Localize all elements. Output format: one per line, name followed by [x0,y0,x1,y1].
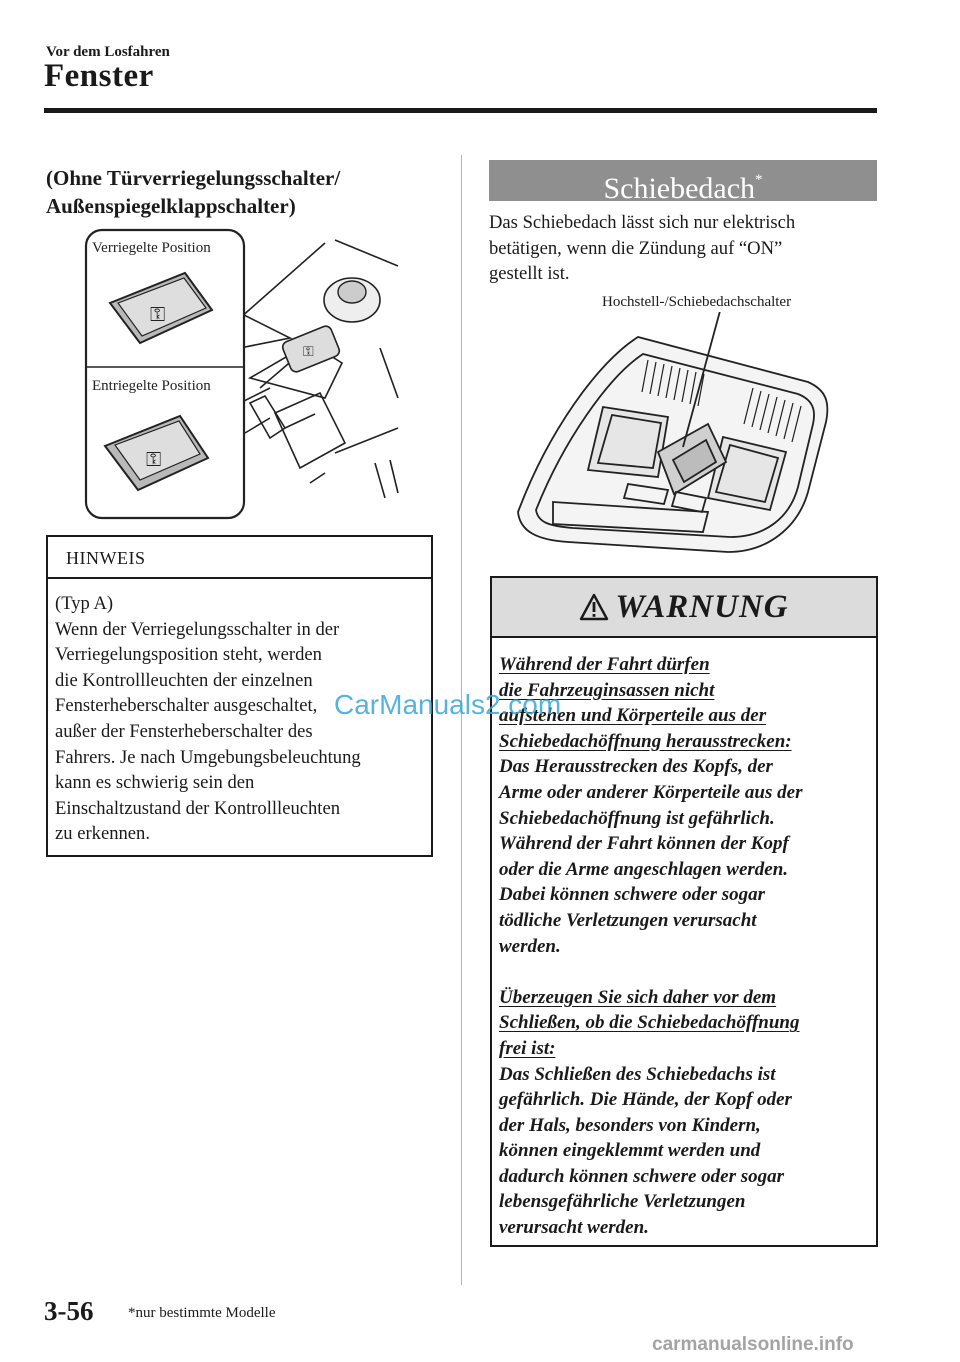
svg-text:⚿: ⚿ [303,344,314,360]
warning-line: dadurch können schwere oder sogar [499,1165,785,1187]
warning-box [490,576,878,1247]
paragraph-gap [499,959,876,985]
sunroof-switch-label: Hochstell-/Schiebedachschalter [602,294,792,310]
section-heading-line: Außenspiegelklappschalter) [46,194,296,218]
note-line: zu erkennen. [55,823,150,845]
note-subheading: (Typ A) [55,593,114,614]
note-line: Einschaltzustand der Kontrollleuchten [55,797,341,819]
intro-line: betätigen, wenn die Zündung auf “ON” [489,237,783,259]
warning-line: können eingeklemmt werden und [499,1140,761,1162]
warning-line: Während der Fahrt können der Kopf [499,833,789,855]
warning-line: Das Herausstrecken des Kopfs, der [499,756,773,778]
intro-line: gestellt ist. [489,263,570,285]
section-banner [489,160,877,205]
warning-line: tödliche Verletzungen verursacht [499,909,757,931]
svg-text:⚿: ⚿ [146,447,162,471]
warning-line: der Hals, besonders von Kindern, [499,1114,761,1136]
warning-heading-line: aufstehen und Körperteile aus der [499,705,767,727]
note-line: die Kontrollleuchten der einzelnen [55,669,313,691]
note-line: Verriegelungsposition steht, werden [55,644,322,666]
banner-title: Schiebedach [603,172,756,205]
footnote: *nur bestimmte Modelle [128,1305,276,1321]
warning-triangle-icon [579,593,609,621]
intro-line: Das Schiebedach lässt sich nur elektrisch [489,212,796,233]
title-rule [44,108,877,113]
warning-line: werden. [499,935,561,957]
mirror-knob-icon [324,278,380,322]
warning-heading-line: frei ist: [499,1037,556,1059]
intro-text [489,210,879,287]
site-watermark: carmanualsonline.info [652,1334,854,1355]
warning-heading-line: Während der Fahrt dürfen [499,654,710,675]
label-unlocked-position: Entriegelte Position [92,378,211,394]
warning-line: Dabei können schwere oder sogar [499,884,766,906]
label-locked-position: Verriegelte Position [92,240,211,256]
warning-heading-line: Schließen, ob die Schiebedachöffnung [499,1012,800,1034]
section-heading [46,164,446,220]
warning-heading-line: die Fahrzeuginsassen nicht [499,679,715,701]
lock-switch-illustration [80,228,405,528]
banner-footnote-mark: * [755,172,763,188]
note-line: Fahrers. Je nach Umgebungsbeleuchtung [55,746,361,768]
note-line: Fensterheberschalter ausgeschaltet, [55,695,318,717]
watermark: CarManuals2.com [334,689,562,720]
warning-line: gefährlich. Die Hände, der Kopf oder [499,1089,792,1111]
overhead-console-illustration [508,312,838,560]
door-lock-switch-icon [281,324,341,373]
warning-heading-line: Überzeugen Sie sich daher vor dem [499,986,777,1008]
warning-line: Schiebedachöffnung ist gefährlich. [499,807,775,829]
page-title: Fenster [44,58,154,94]
warning-line: Arme oder anderer Körperteile aus der [499,781,803,803]
section-heading-line: (Ohne Türverriegelungsschalter/ [46,166,341,190]
warning-header [492,578,876,638]
warning-line: verursacht werden. [499,1217,649,1239]
warning-title: WARNUNG [615,588,789,625]
note-heading: HINWEIS [48,537,431,579]
note-line: Wenn der Verriegelungsschalter in der [55,618,340,640]
page-number: 3-56 [44,1296,94,1326]
warning-line: lebensgefährliche Verletzungen [499,1191,746,1213]
warning-heading-line: Schiebedachöffnung herausstrecken: [499,730,792,752]
breadcrumb: Vor dem Losfahren [46,44,170,60]
svg-text:⚿: ⚿ [150,302,166,326]
warning-body [492,638,876,1241]
warning-line: Das Schließen des Schiebedachs ist [499,1063,776,1085]
warning-line: oder die Arme angeschlagen werden. [499,858,789,880]
note-line: außer der Fensterheberschalter des [55,720,313,742]
note-line: kann es schwierig sein den [55,772,255,794]
